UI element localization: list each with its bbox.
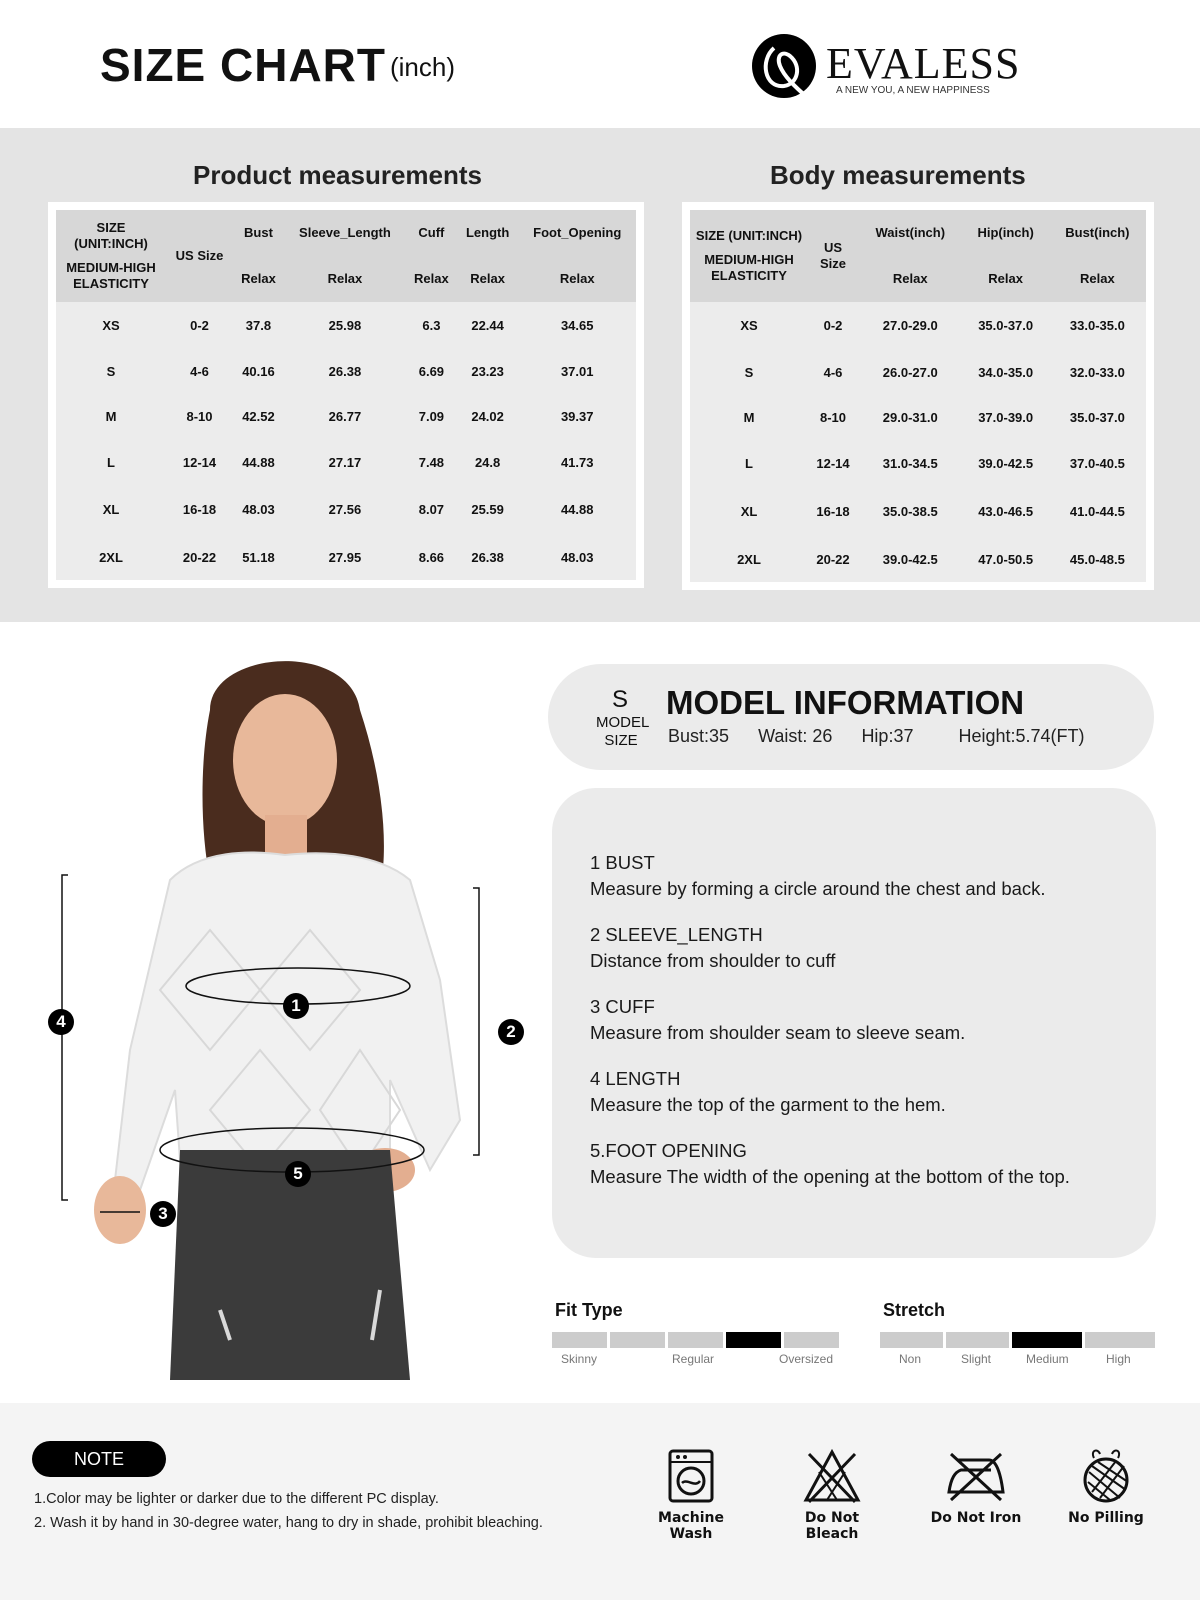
table-cell: 2XL bbox=[99, 549, 123, 565]
measure-step bbox=[590, 850, 1118, 902]
title-unit: (inch) bbox=[390, 52, 456, 82]
table-cell: 27.95 bbox=[328, 549, 362, 565]
table-cell: 0-2 bbox=[190, 318, 209, 334]
table-cell: 33.0-35.0 bbox=[1069, 318, 1125, 334]
table-cell: 7.48 bbox=[418, 454, 445, 470]
table-row bbox=[56, 439, 636, 484]
table-cell: 4-6 bbox=[823, 364, 843, 380]
measure-guide bbox=[552, 788, 1156, 1258]
col-sub: Relax bbox=[241, 271, 276, 286]
table-cell: XL bbox=[102, 502, 120, 518]
product-table-body bbox=[56, 302, 636, 580]
table-cell: 26.38 bbox=[328, 364, 362, 380]
table-cell: 31.0-34.5 bbox=[882, 455, 938, 471]
step-text: Measure the top of the garment to the hem. bbox=[590, 1094, 946, 1115]
table-cell: 43.0-46.5 bbox=[978, 503, 1034, 519]
table-cell: 39.0-42.5 bbox=[978, 455, 1034, 471]
care-no-bleach bbox=[777, 1448, 887, 1542]
table-row bbox=[56, 485, 636, 535]
model-info-title: MODEL INFORMATION bbox=[666, 684, 1025, 721]
table-cell: 45.0-48.5 bbox=[1069, 551, 1125, 567]
table-cell: 24.02 bbox=[471, 409, 504, 425]
table-cell: 48.03 bbox=[560, 549, 594, 565]
table-cell: 8.66 bbox=[418, 549, 445, 565]
table-row bbox=[690, 350, 1146, 395]
table-cell: 6.69 bbox=[418, 364, 445, 380]
table-cell: 39.0-42.5 bbox=[882, 551, 938, 567]
table-cell: 23.23 bbox=[471, 364, 504, 380]
callout-foot-opening: 5 bbox=[285, 1161, 311, 1187]
stretch-segment bbox=[946, 1332, 1009, 1348]
size-header: SIZE (UNIT:INCH) bbox=[695, 228, 803, 243]
table-cell: M bbox=[105, 409, 117, 425]
table-cell: 41.0-44.5 bbox=[1069, 503, 1125, 519]
callout-sleeve: 2 bbox=[498, 1019, 524, 1045]
care-label: Machine Wash bbox=[658, 1510, 724, 1542]
table-row bbox=[56, 302, 636, 349]
measure-step bbox=[590, 994, 1118, 1046]
step-head: 1 BUST bbox=[590, 852, 655, 873]
size-header: SIZE (UNIT:INCH) bbox=[74, 220, 148, 251]
table-cell: 0-2 bbox=[823, 318, 843, 334]
table-row bbox=[56, 349, 636, 394]
stretch-segment bbox=[880, 1332, 943, 1348]
note-badge: NOTE bbox=[32, 1441, 166, 1477]
model-illustration bbox=[60, 650, 500, 1380]
table-cell: 12-14 bbox=[182, 454, 217, 470]
table-cell: 2XL bbox=[737, 551, 761, 567]
step-head: 4 LENGTH bbox=[590, 1068, 681, 1089]
stretch-segment bbox=[1085, 1332, 1155, 1348]
table-cell: L bbox=[745, 455, 753, 471]
elasticity-header: MEDIUM-HIGH ELASTICITY bbox=[66, 260, 156, 291]
table-cell: 22.44 bbox=[471, 318, 504, 334]
table-cell: 20-22 bbox=[816, 551, 850, 567]
table-cell: S bbox=[744, 364, 754, 380]
table-cell: 42.52 bbox=[242, 409, 275, 425]
fit-option: Skinny bbox=[561, 1352, 598, 1366]
table-cell: 27.17 bbox=[328, 454, 362, 470]
size-header-cell bbox=[690, 210, 808, 302]
table-cell: XL bbox=[740, 503, 758, 519]
fit-option: Oversized bbox=[779, 1352, 834, 1366]
col-header: Bust(inch) bbox=[1065, 225, 1130, 240]
table-cell: 25.98 bbox=[328, 318, 362, 334]
care-no-iron bbox=[921, 1448, 1031, 1526]
table-cell: 8-10 bbox=[186, 409, 213, 425]
table-row bbox=[690, 395, 1146, 440]
model-hip: Hip:37 bbox=[861, 726, 914, 746]
care-label: Do Not Bleach bbox=[804, 1510, 860, 1542]
stretch-scale bbox=[880, 1332, 1155, 1348]
col-header: Bust bbox=[244, 225, 273, 240]
table-cell: 26.38 bbox=[471, 549, 504, 565]
fit-segment bbox=[668, 1332, 723, 1348]
table-cell: 34.0-35.0 bbox=[978, 364, 1034, 380]
brand-name: EVALESS bbox=[826, 39, 1021, 88]
note-line: 1.Color may be lighter or darker due to the different PC display. bbox=[34, 1491, 439, 1507]
body-table-card bbox=[682, 202, 1154, 590]
callout-cuff: 3 bbox=[150, 1201, 176, 1227]
model-size-value: S bbox=[612, 686, 629, 713]
stretch-segment bbox=[1012, 1332, 1082, 1348]
col-header: Waist(inch) bbox=[875, 225, 946, 240]
col-header: Foot_Opening bbox=[533, 225, 622, 240]
body-table bbox=[690, 210, 1146, 582]
col-sub: Relax bbox=[988, 271, 1023, 286]
table-cell: 4-6 bbox=[190, 364, 209, 380]
table-cell: 12-14 bbox=[816, 455, 850, 471]
elasticity-header: MEDIUM-HIGH ELASTICITY bbox=[704, 252, 794, 283]
fit-segment bbox=[610, 1332, 665, 1348]
note-line: 2. Wash it by hand in 30-degree water, hang to dry in shade, prohibit bleaching. bbox=[34, 1515, 543, 1531]
measure-step bbox=[590, 1138, 1118, 1190]
model-height: Height:5.74(FT) bbox=[958, 726, 1085, 746]
header bbox=[0, 0, 1200, 128]
col-header: Length bbox=[465, 225, 510, 240]
step-text: Measure The width of the opening at the bottom of the top. bbox=[590, 1166, 1070, 1187]
model-bust: Bust:35 bbox=[668, 726, 730, 746]
product-table-card bbox=[48, 202, 644, 588]
step-head: 2 SLEEVE_LENGTH bbox=[590, 924, 763, 945]
table-cell: 16-18 bbox=[816, 503, 850, 519]
table-cell: 37.01 bbox=[560, 364, 594, 380]
table-cell: 7.09 bbox=[418, 409, 445, 425]
table-row bbox=[690, 486, 1146, 537]
col-header: Hip(inch) bbox=[977, 225, 1034, 240]
model-size-label: MODEL SIZE bbox=[596, 714, 650, 749]
table-row bbox=[56, 394, 636, 439]
fit-type-scale bbox=[552, 1332, 839, 1348]
step-head: 3 CUFF bbox=[590, 996, 655, 1017]
step-text: Distance from shoulder to cuff bbox=[590, 950, 836, 971]
col-header: Cuff bbox=[418, 225, 445, 240]
table-cell: 40.16 bbox=[242, 364, 275, 380]
no-iron-icon bbox=[945, 1448, 1007, 1504]
model-photo bbox=[60, 650, 500, 1380]
table-cell: 27.0-29.0 bbox=[882, 318, 938, 334]
table-row bbox=[690, 536, 1146, 582]
model-information bbox=[548, 664, 1154, 770]
table-cell: XS bbox=[740, 318, 758, 334]
col-sub: Relax bbox=[559, 271, 595, 286]
callout-bust: 1 bbox=[283, 993, 309, 1019]
table-cell: 32.0-33.0 bbox=[1069, 364, 1125, 380]
col-header: US Size bbox=[175, 248, 224, 263]
col-sub: Relax bbox=[1080, 271, 1115, 286]
fit-segment bbox=[784, 1332, 839, 1348]
table-cell: L bbox=[107, 454, 115, 470]
table-cell: 26.77 bbox=[328, 409, 362, 425]
size-header-cell bbox=[56, 210, 166, 302]
measure-step bbox=[590, 1066, 1118, 1118]
col-sub: Relax bbox=[414, 271, 449, 286]
fit-type-label: Fit Type bbox=[555, 1300, 623, 1320]
step-text: Measure from shoulder seam to sleeve seam. bbox=[590, 1022, 966, 1043]
care-machine-wash bbox=[636, 1448, 746, 1542]
table-cell: 37.8 bbox=[245, 318, 272, 334]
brand-logo-icon bbox=[750, 30, 820, 100]
yarn-ball-icon bbox=[1080, 1448, 1132, 1504]
table-cell: 20-22 bbox=[182, 549, 217, 565]
table-cell: 35.0-38.5 bbox=[882, 503, 938, 519]
fit-segment bbox=[552, 1332, 607, 1348]
table-cell: 34.65 bbox=[560, 318, 594, 334]
care-label: No Pilling bbox=[1068, 1510, 1144, 1526]
callout-length: 4 bbox=[48, 1009, 74, 1035]
table-row bbox=[690, 302, 1146, 350]
no-bleach-icon bbox=[803, 1448, 861, 1504]
table-cell: 24.8 bbox=[474, 454, 501, 470]
col-header: Sleeve_Length bbox=[299, 225, 391, 240]
body-table-body bbox=[690, 302, 1146, 582]
step-head: 5.FOOT OPENING bbox=[590, 1140, 747, 1161]
table-cell: 35.0-37.0 bbox=[1069, 410, 1125, 426]
table-cell: 8.07 bbox=[418, 502, 445, 518]
table-cell: 16-18 bbox=[182, 502, 217, 518]
body-title: Body measurements bbox=[770, 160, 1026, 190]
page-title: SIZE CHART bbox=[100, 39, 386, 91]
table-row bbox=[690, 440, 1146, 485]
table-cell: 48.03 bbox=[242, 502, 275, 518]
table-cell: 39.37 bbox=[560, 409, 594, 425]
stretch-option: Non bbox=[899, 1352, 922, 1366]
table-cell: 8-10 bbox=[819, 410, 847, 426]
col-sub: Relax bbox=[892, 271, 928, 286]
stretch-option: Slight bbox=[961, 1352, 992, 1366]
table-cell: 37.0-39.0 bbox=[978, 410, 1034, 426]
fit-option: Regular bbox=[672, 1352, 715, 1366]
model-waist: Waist: 26 bbox=[758, 726, 833, 746]
care-no-pilling bbox=[1051, 1448, 1161, 1526]
table-cell: XS bbox=[102, 318, 120, 334]
stretch-option: Medium bbox=[1026, 1352, 1069, 1366]
table-cell: 27.56 bbox=[328, 502, 362, 518]
care-label: Do Not Iron bbox=[930, 1510, 1022, 1526]
stretch-label: Stretch bbox=[883, 1300, 946, 1320]
table-cell: S bbox=[106, 364, 116, 380]
brand-tagline: A NEW YOU, A NEW HAPPINESS bbox=[836, 85, 990, 96]
table-cell: 29.0-31.0 bbox=[882, 410, 938, 426]
table-cell: M bbox=[743, 410, 755, 426]
product-title: Product measurements bbox=[193, 160, 482, 190]
table-cell: 44.88 bbox=[242, 454, 275, 470]
table-cell: 37.0-40.5 bbox=[1069, 455, 1125, 471]
table-cell: 6.3 bbox=[422, 318, 441, 334]
table-cell: 47.0-50.5 bbox=[978, 551, 1034, 567]
measure-step bbox=[590, 922, 1118, 974]
table-cell: 41.73 bbox=[560, 454, 594, 470]
step-text: Measure by forming a circle around the chest and back. bbox=[590, 878, 1046, 899]
col-sub: Relax bbox=[470, 271, 505, 286]
table-cell: 44.88 bbox=[560, 502, 594, 518]
col-header: US Size bbox=[819, 240, 846, 271]
stretch-option: High bbox=[1106, 1352, 1131, 1366]
table-cell: 26.0-27.0 bbox=[882, 364, 938, 380]
fit-segment bbox=[726, 1332, 781, 1348]
model-stats bbox=[668, 726, 1109, 747]
col-sub: Relax bbox=[327, 271, 363, 286]
washing-machine-icon bbox=[667, 1448, 715, 1504]
product-table bbox=[56, 210, 636, 580]
table-cell: 25.59 bbox=[471, 502, 504, 518]
table-row bbox=[56, 535, 636, 580]
table-cell: 51.18 bbox=[242, 549, 275, 565]
table-cell: 35.0-37.0 bbox=[978, 318, 1034, 334]
